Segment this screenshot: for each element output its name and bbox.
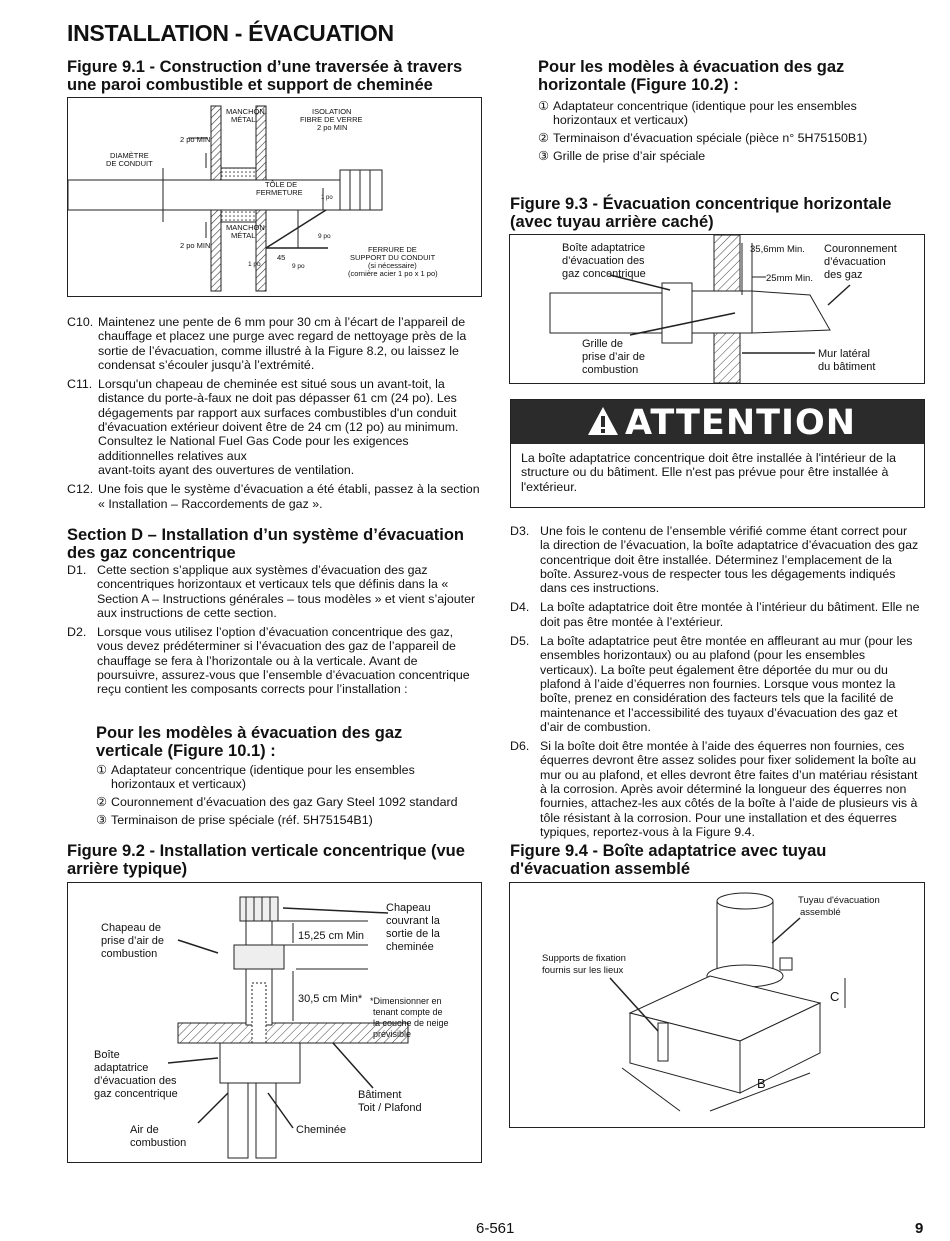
vent-cap <box>340 170 382 210</box>
label-chapeau-prise-3: combustion <box>101 948 158 960</box>
label-chapeau-prise-2: prise d’air de <box>101 935 164 947</box>
list-item: ② Couronnement d’évacuation des gaz Gary Steel 1092 standard <box>96 795 458 809</box>
list-item: C12. Une fois que le système d’évacuation a été établi, passez à la section « Installation – Raccordements de gaz ». <box>67 482 480 511</box>
rear-pipe <box>550 293 662 333</box>
label-isolation-1: ISOLATION <box>312 107 352 116</box>
label-note-2: tenant compte de <box>373 1007 443 1017</box>
label-dim-35mm: 35,6mm Min. <box>750 244 805 255</box>
label-note-4: prévisible <box>373 1029 412 1039</box>
label-c: C <box>830 989 840 1004</box>
combustion-air-pipe <box>228 1083 248 1158</box>
label-1po-right: 1 po <box>321 195 333 201</box>
label-manchon-bottom-1: MANCHON <box>226 223 265 232</box>
section-d-right-items <box>510 524 920 844</box>
list-item: D4. La boîte adaptatrice doit être montée à l’intérieur du bâtiment. Elle ne doit pas être montée à l’extérieur. <box>510 600 920 629</box>
figure-9-2-diagram <box>67 882 482 1163</box>
label-mur-2: du bâtiment <box>818 361 876 373</box>
mounting-bracket-right <box>780 958 792 970</box>
page-number: 9 <box>915 1220 924 1237</box>
label-boite-4: gaz concentrique <box>94 1088 178 1100</box>
label-1po-bottom: 1 po <box>248 261 261 268</box>
c-items-list <box>67 315 480 516</box>
label-supports-2: fournis sur les lieux <box>542 965 624 976</box>
label-manchon-top-1: MANCHON <box>226 107 265 116</box>
insulation-top <box>221 168 256 180</box>
figure-9-1-diagram <box>67 97 482 297</box>
label-couronnement-1: Couronnement <box>824 243 897 255</box>
label-cheminee: Cheminée <box>296 1124 347 1136</box>
label-note-3: la couche de neige <box>373 1018 449 1028</box>
label-tuyau-1: Tuyau d'évacuation <box>798 895 880 906</box>
figure-9-4-diagram <box>509 882 925 1128</box>
chimney-pipe <box>256 1083 276 1158</box>
vertical-models-title: Pour les modèles à évacuation des gaz verticale (Figure 10.1) : <box>96 724 403 760</box>
figure-9-1-svg <box>68 98 481 296</box>
label-grille-2: prise d’air de <box>582 351 645 363</box>
warning-box <box>510 399 925 508</box>
section-d-title: Section D – Installation d’un système d’évacuation des gaz concentrique <box>67 526 465 562</box>
list-item: C10. Maintenez une pente de 6 mm pour 30 cm à l’écart de l’appareil de chauffage et placez une purge avec regard de nettoyage près de la sortie de l’évacuation, comme illustré à la Figure 8.2, ou laissez le condensat s’écouler jusqu’à l’extrémité. <box>67 315 467 372</box>
vent-termination <box>752 291 830 333</box>
label-diametre-2: DE CONDUIT <box>106 159 153 168</box>
adapter-box <box>662 283 692 343</box>
label-supports-1: Supports de fixation <box>542 953 626 964</box>
label-mur-1: Mur latéral <box>818 348 870 360</box>
label-angle-45: 45 <box>277 253 286 262</box>
label-chapeau-couvrant-3: sortie de la <box>386 928 440 940</box>
inner-pipe <box>252 983 266 1043</box>
label-ferrure-1: FERRURE DE <box>368 245 417 254</box>
figure-9-1-title-line2: une paroi combustible et support de cheminée <box>67 76 433 94</box>
label-note-1: *Dimensionner en <box>370 996 442 1006</box>
label-chapeau-couvrant-1: Chapeau <box>386 902 431 914</box>
figure-9-2-title: Figure 9.2 - Installation verticale concentrique (vue arrière typique) <box>67 842 465 878</box>
figure-9-2-svg <box>68 883 481 1162</box>
label-chapeau-couvrant-2: couvrant la <box>386 915 440 927</box>
warning-triangle-icon <box>587 405 619 437</box>
label-isolation-3: 2 po MIN <box>317 123 348 132</box>
label-couronnement-3: des gaz <box>824 269 863 281</box>
label-boite-2: d’évacuation des <box>562 255 645 267</box>
adapter-box <box>220 1043 300 1083</box>
label-isolation-2: FIBRE DE VERRE <box>300 115 363 124</box>
list-item: ① Adaptateur concentrique (identique pour les ensembles horizontaux et verticaux) <box>538 99 857 127</box>
figure-9-4-title: Figure 9.4 - Boîte adaptatrice avec tuyau d'évacuation assemblé <box>510 842 827 878</box>
label-9po-vertical: 9 po <box>318 233 331 240</box>
label-boite-2: adaptatrice <box>94 1062 149 1074</box>
list-item: D3. Une fois le contenu de l’ensemble vérifié comme étant correct pour la direction de l’évacuation, la boîte adaptatrice d’évacuation des gaz concentrique doit être installée. Déterminez l’emplacement de la boîte. Assurez-vous de respecter tous les dégagements indiqués dans ces instructions. <box>510 524 919 596</box>
label-manchon-top-2: MÉTAL <box>231 115 256 124</box>
label-boite-3: gaz concentrique <box>562 268 646 280</box>
footer-code: 6-561 <box>476 1220 515 1237</box>
figure-9-3-diagram <box>509 234 925 384</box>
figure-9-1-title-line1: Figure 9.1 - Construction d’une traversée à travers <box>67 58 463 76</box>
label-tole-1: TÔLE DE <box>265 180 298 189</box>
insulation-bottom <box>221 210 256 222</box>
horizontal-models-list <box>538 99 923 167</box>
list-item: ③ Grille de prise d’air spéciale <box>538 149 706 163</box>
label-ferrure-4: (cornière acier 1 po x 1 po) <box>348 269 438 278</box>
list-item: D6. Si la boîte doit être montée à l’aide des équerres non fournies, ces équerres devront être assez solides pour fixer solidement la boîte au mur ou au plafond, et elles devront être faites d’un matériau résistant à la corrosion. Après avoir déterminé la longueur des équerres non fournies, attachez-les aux côtés de la boîte à l’aide de plusieurs vis à tôle résistant à la corrosion. Pour une installation et des équerres typiques, reportez-vous à la Figure 9.4. <box>510 739 918 839</box>
figure-9-3-svg <box>510 235 924 383</box>
label-batiment-1: Bâtiment <box>358 1089 402 1101</box>
list-item: C11. Lorsqu'un chapeau de cheminée est situé sous un avant-toit, la distance du porte-à-faux ne doit pas dépasser 61 cm (24 po). Les dégagements par rapport aux surfaces combustibles d'un conduit d'évacuation extérieur doivent être de 24 cm (12 po) au minimum. Consultez le National Fuel Gas Code pour les exigences additionnelles relatives aux avant-toits ayant des ouvertures de ventilation. <box>67 377 459 477</box>
list-item: ③ Terminaison de prise spéciale (réf. 5H75154B1) <box>96 813 373 827</box>
list-item: D5. La boîte adaptatrice peut être montée en affleurant au mur (pour les ensembles horizontaux) ou au plafond (pour les ensembles verticaux). La boîte peut également être déportée du mur ou du plafond à l’aide d’équerres non fournies. Lorsque vous montez la boîte, prenez en considération des facteurs tels que la facilité de maintenance et l’accessibilité des tuyaux d’évacuation des gaz et d’air de combustion. <box>510 634 913 734</box>
figure-9-4-svg <box>510 883 924 1127</box>
label-b: B <box>757 1076 766 1091</box>
vertical-models-list <box>96 763 481 831</box>
list-item: ① Adaptateur concentrique (identique pour les ensembles horizontaux et verticaux) <box>96 763 415 791</box>
label-couronnement-2: d’évacuation <box>824 256 886 268</box>
label-dim-25mm: 25mm Min. <box>766 273 813 284</box>
label-chapeau-prise-1: Chapeau de <box>101 922 161 934</box>
label-air-1: Air de <box>130 1124 159 1136</box>
intake-cap <box>234 945 284 969</box>
section-d-left-items <box>67 563 480 702</box>
warning-text: La boîte adaptatrice concentrique doit être installée à l'intérieur de la structure ou du bâtiment. Elle n'est pas prévue pour être installée à l'extérieur. <box>521 451 897 494</box>
horizontal-models-title: Pour les modèles à évacuation des gaz horizontale (Figure 10.2) : <box>538 58 845 94</box>
label-manchon-bottom-2: MÉTAL <box>231 231 256 240</box>
label-ferrure-3: (si nécessaire) <box>368 261 417 270</box>
list-item: ② Terminaison d’évacuation spéciale (pièce n° 5H75150B1) <box>538 131 868 145</box>
label-2po-min-bottom: 2 po MIN <box>180 241 211 250</box>
label-batiment-2: Toit / Plafond <box>358 1102 422 1114</box>
mounting-bracket-left <box>658 1023 668 1061</box>
label-diametre-1: DIAMÈTRE <box>110 151 149 160</box>
label-tuyau-2: assemblé <box>800 907 841 918</box>
page-title: INSTALLATION - ÉVACUATION <box>67 20 394 46</box>
list-item: D1. Cette section s’applique aux systèmes d’évacuation des gaz concentriques horizontaux et verticaux tels que définis dans la « Section A – Instructions générales – tous modèles » et vient s’ajouter aux instructions de cette section. <box>67 563 476 620</box>
label-ferrure-2: SUPPORT DU CONDUIT <box>350 253 436 262</box>
through-pipe <box>692 291 752 333</box>
warning-heading: ATTENTION <box>625 403 857 443</box>
label-air-2: combustion <box>130 1137 187 1149</box>
label-dim-30cm: 30,5 cm Min* <box>298 993 363 1005</box>
figure-9-1-title <box>67 58 487 94</box>
label-tole-2: FERMETURE <box>256 188 303 197</box>
label-grille-1: Grille de <box>582 338 623 350</box>
label-grille-3: combustion <box>582 364 639 376</box>
figure-9-3-title: Figure 9.3 - Évacuation concentrique horizontale (avec tuyau arrière caché) <box>510 195 892 231</box>
label-boite-1: Boîte <box>94 1049 120 1061</box>
label-boite-3: d’évacuation des <box>94 1075 177 1087</box>
label-2po-min-top: 2 po MIN <box>180 135 211 144</box>
warning-header <box>511 400 924 444</box>
label-chapeau-couvrant-4: cheminée <box>386 941 434 953</box>
list-item: D2. Lorsque vous utilisez l’option d’évacuation concentrique des gaz, vous devez prédéterminer si l’évacuation des gaz de l’appareil de chauffage se fera à l’horizontale ou à la verticale. Avant de poursuivre, assurez-vous que l’ensemble d’évacuation concentrique reçu contient les composants corrects pour l’installation : <box>67 625 470 697</box>
label-boite-1: Boîte adaptatrice <box>562 242 646 254</box>
label-9po-horizontal: 9 po <box>292 263 305 270</box>
label-dim-15cm: 15,25 cm Min <box>298 930 365 942</box>
